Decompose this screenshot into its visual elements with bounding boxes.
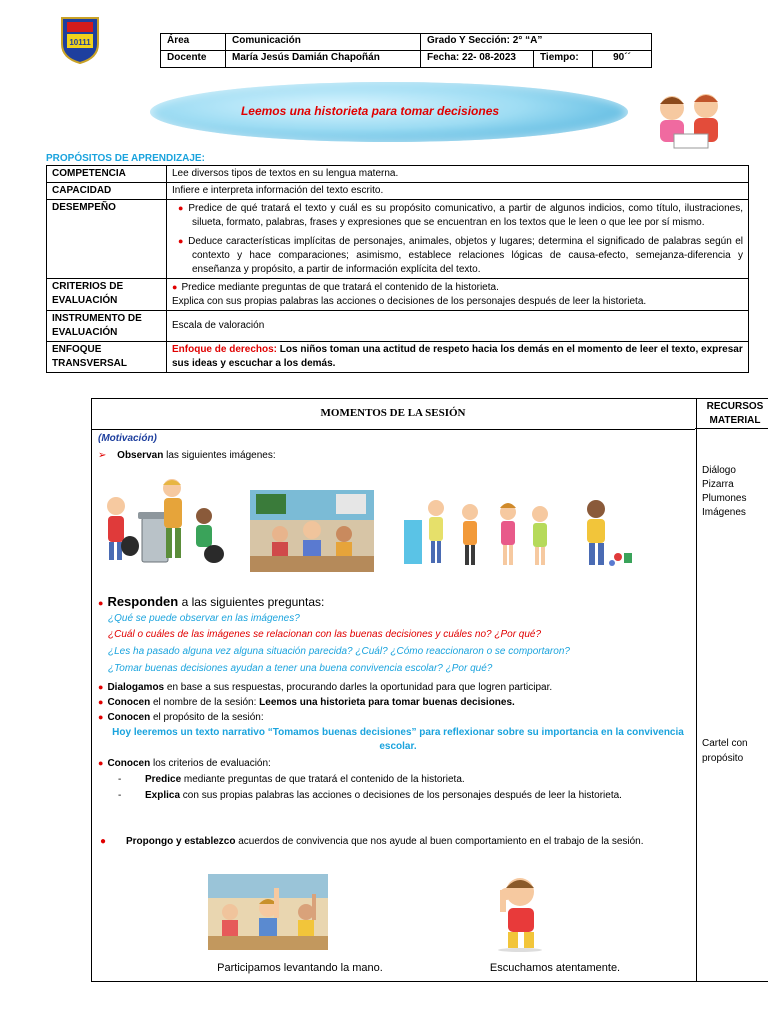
docente-value: María Jesús Damián Chapoñán bbox=[226, 51, 421, 68]
observan-line bbox=[98, 449, 276, 463]
motivacion-label: (Motivación) bbox=[98, 433, 157, 444]
resource-item: Diálogo bbox=[702, 465, 736, 476]
header-info-table bbox=[160, 33, 652, 68]
responden-rest: a las siguientes preguntas: bbox=[178, 595, 325, 609]
conocen-purpose-line bbox=[98, 710, 264, 725]
question-2-why: ¿Por qué? bbox=[491, 629, 542, 640]
session-title: Leemos una historieta para tomar decisiones bbox=[240, 104, 500, 118]
desempeno-label: DESEMPEÑO bbox=[47, 200, 167, 279]
conocen-rest: el nombre de la sesión: bbox=[150, 697, 260, 708]
crit1-bold: Predice bbox=[145, 774, 182, 785]
conocen-criteria-line bbox=[98, 756, 271, 771]
propongo-line bbox=[126, 835, 688, 849]
conocen-bold: Conocen bbox=[107, 697, 151, 708]
reading-kids-illustration bbox=[644, 90, 734, 152]
criterio-item: Predice mediante preguntas de que tratará el contenido de la historieta. bbox=[181, 282, 499, 293]
bullet-icon: ● bbox=[98, 598, 104, 608]
bullet-icon: ● bbox=[100, 836, 107, 847]
question-4: ¿Tomar buenas decisiones ayudan a tener una buena convivencia escolar? ¿Por qué? bbox=[108, 663, 493, 674]
enfoque-value bbox=[167, 342, 749, 373]
criteria-item-1 bbox=[145, 773, 675, 787]
resource-item: Pizarra bbox=[702, 479, 734, 490]
observan-rest: las siguientes imágenes: bbox=[163, 450, 276, 461]
desempeno-item: Deduce características implícitas de personajes, animales, objetos y lugares; determina el significado de palabras según el contexto y hace comparaciones; asimismo, establece relaciones lógicas de causa-efecto, semejanza-diferencia y enseñanza y propósito, a partir de información explícita del texto. bbox=[188, 236, 743, 275]
purposes-title: PROPÓSITOS DE APRENDIZAJE: bbox=[46, 153, 205, 164]
raising-hand-image bbox=[208, 874, 328, 950]
resources-list bbox=[702, 464, 746, 520]
enfoque-label: ENFOQUE TRANSVERSAL bbox=[47, 342, 167, 373]
bullet-icon: ● bbox=[98, 758, 104, 768]
capacidad-label: CAPACIDAD bbox=[47, 183, 167, 200]
desempeno-value bbox=[167, 200, 749, 279]
capacidad-value: Infiere e interpreta información del texto escrito. bbox=[167, 183, 749, 200]
criterios-label: CRITERIOS DE EVALUACIÓN bbox=[47, 279, 167, 311]
session-purpose: Hoy leeremos un texto narrativo “Tomamos buenas decisiones” para reflexionar sobre su importancia en la convivencia escolar. bbox=[112, 727, 684, 752]
area-label: Área bbox=[161, 34, 226, 51]
bullet-icon: ● bbox=[98, 682, 104, 692]
resource-item: Imágenes bbox=[702, 507, 746, 518]
enfoque-text: Los niños toman una actitud de respeto hacia los demás en el momento de leer el texto, expresar sus ideas y escuchar a los demás. bbox=[172, 344, 743, 369]
docente-label: Docente bbox=[161, 51, 226, 68]
question-2 bbox=[108, 628, 541, 642]
question-1: ¿Qué se puede observar en las imágenes? bbox=[108, 613, 300, 624]
tiempo-label: Tiempo: bbox=[534, 51, 593, 68]
crit2-bold: Explica bbox=[145, 790, 181, 801]
classroom-kids-image bbox=[250, 490, 374, 572]
school-shield-logo bbox=[60, 14, 100, 64]
svg-text:10111: 10111 bbox=[69, 38, 91, 47]
observan-bold: Observan bbox=[117, 450, 164, 461]
bullet-icon: ● bbox=[178, 236, 185, 246]
resource-item: Plumones bbox=[702, 493, 747, 504]
conocen-rest: el propósito de la sesión: bbox=[150, 712, 264, 723]
session-name: Leemos una historieta para tomar buenas decisiones. bbox=[259, 697, 515, 708]
question-3-react: ¿Cómo reaccionaron o se comportaron? bbox=[387, 646, 570, 657]
propongo-rest: acuerdos de convivencia que nos ayude al buen comportamiento en el trabajo de la sesión. bbox=[235, 836, 644, 847]
conocen-bold: Conocen bbox=[107, 758, 151, 769]
criteria-dash-1: - bbox=[118, 774, 122, 785]
arrow-icon: ➢ bbox=[98, 450, 107, 461]
area-value: Comunicación bbox=[226, 34, 421, 51]
conocen-name-line bbox=[98, 695, 515, 710]
kids-trash-image bbox=[100, 476, 226, 568]
criterios-value bbox=[167, 279, 749, 311]
responden-bold: Responden bbox=[107, 594, 179, 609]
enfoque-red-label: Enfoque de derechos: bbox=[172, 344, 278, 355]
bullet-icon: ● bbox=[98, 697, 104, 707]
bullet-icon: ● bbox=[178, 203, 185, 213]
competencia-label: COMPETENCIA bbox=[47, 166, 167, 183]
fecha-label: Fecha: 22- 08-2023 bbox=[421, 51, 534, 68]
kids-handwashing-image bbox=[404, 494, 554, 568]
crit2-rest: con sus propias palabras las acciones o decisiones de los personajes después de leer la historieta. bbox=[180, 790, 622, 801]
question-3 bbox=[108, 645, 570, 659]
propongo-bold: Propongo y establezco bbox=[126, 836, 236, 847]
question-2-main: ¿Cuál o cuáles de las imágenes se relacionan con las buenas decisiones y cuáles no? bbox=[108, 629, 492, 640]
dialogamos-bold: Dialogamos bbox=[107, 682, 165, 693]
criterio-item: Explica con sus propias palabras las acciones o decisiones de los personajes después de leer la historieta. bbox=[172, 296, 647, 307]
dialogamos-line bbox=[98, 680, 552, 695]
dialogamos-rest: en base a sus respuestas, procurando darles la oportunidad para que logren participar. bbox=[164, 682, 553, 693]
crit1-rest: mediante preguntas de que tratará el contenido de la historieta. bbox=[181, 774, 465, 785]
tiempo-value: 90´´ bbox=[593, 51, 652, 68]
session-heading: MOMENTOS DE LA SESIÓN bbox=[91, 398, 695, 430]
resources-heading: RECURSOS MATERIAL bbox=[695, 398, 768, 429]
caption-listen: Escuchamos atentamente. bbox=[489, 962, 621, 974]
criteria-item-2 bbox=[145, 789, 673, 803]
bullet-icon: ● bbox=[172, 282, 178, 292]
instrumento-label: INSTRUMENTO DE EVALUACIÓN bbox=[47, 311, 167, 342]
instrumento-value: Escala de valoración bbox=[167, 311, 749, 342]
grado-label: Grado Y Sección: 2° “A” bbox=[421, 34, 652, 51]
resource-cartel: Cartel con propósito bbox=[702, 738, 748, 764]
bullet-icon: ● bbox=[98, 712, 104, 722]
desempeno-item: Predice de qué tratará el texto y cuál es su propósito comunicativo, a partir de algunos indicios, como título, ilustraciones, silueta, formato, palabras, frases y expresiones que se encuentran en los textos que le leen o que lee por sí mismo. bbox=[188, 203, 743, 228]
question-3-main: ¿Les ha pasado alguna vez alguna situación parecida? ¿Cuál? bbox=[108, 646, 388, 657]
conocen-rest: los criterios de evaluación: bbox=[150, 758, 271, 769]
competencia-value: Lee diversos tipos de textos en su lengua materna. bbox=[167, 166, 749, 183]
conocen-bold: Conocen bbox=[107, 712, 151, 723]
listening-boy-image bbox=[486, 872, 556, 952]
criteria-dash-2: - bbox=[118, 790, 122, 801]
kid-litter-image bbox=[580, 497, 636, 569]
caption-raise-hand: Participamos levantando la mano. bbox=[217, 962, 383, 974]
responden-line bbox=[98, 594, 324, 609]
purposes-table bbox=[46, 165, 749, 373]
